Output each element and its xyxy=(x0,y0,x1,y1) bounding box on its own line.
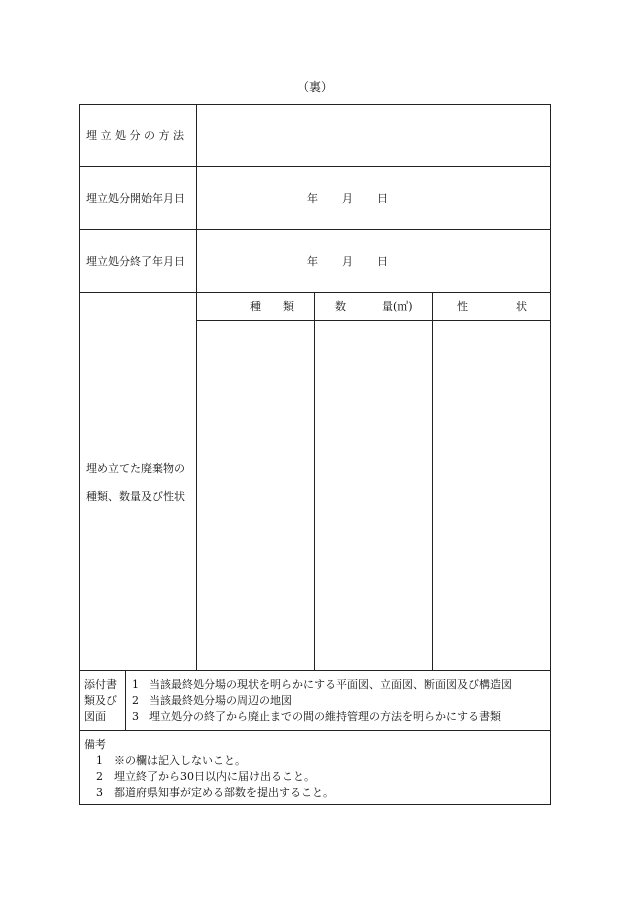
attachment-item-number: 2 xyxy=(132,694,139,707)
attachment-item-text: 当該最終処分場の現状を明らかにする平面図、立面図、断面図及び構造図 xyxy=(149,678,512,691)
remark-item-text: ※の欄は記入しないこと。 xyxy=(114,754,246,767)
method-field[interactable] xyxy=(197,105,550,166)
end-month-unit: 月 xyxy=(342,255,353,268)
waste-property-field[interactable] xyxy=(433,321,550,670)
col-header-prop-b: 状 xyxy=(516,300,527,313)
remark-item-number: 1 xyxy=(96,754,103,767)
attachments-label-line1: 添付書 xyxy=(84,678,117,691)
col-header-kind-a: 種 xyxy=(250,300,261,313)
remark-item-text: 都道府県知事が定める部数を提出すること。 xyxy=(114,786,334,799)
end-year-unit: 年 xyxy=(307,255,318,268)
start-day-unit: 日 xyxy=(377,192,388,205)
col-header-qty-a: 数 xyxy=(335,300,346,313)
waste-quantity-field[interactable] xyxy=(315,321,432,670)
start-year-unit: 年 xyxy=(307,192,318,205)
attachment-item-text: 当該最終処分場の周辺の地図 xyxy=(149,694,292,707)
attachments-label-line3: 図面 xyxy=(84,710,106,723)
start-date-field[interactable] xyxy=(197,167,550,229)
start-month-unit: 月 xyxy=(342,192,353,205)
remark-item-number: 2 xyxy=(96,770,103,783)
end-day-unit: 日 xyxy=(377,255,388,268)
end-date-label: 埋立処分終了年月日 xyxy=(86,255,185,268)
col-header-qty-b: 量(㎥) xyxy=(382,300,413,313)
attachment-item-text: 埋立処分の終了から廃止までの間の維持管理の方法を明らかにする書類 xyxy=(149,710,501,723)
waste-kind-field[interactable] xyxy=(197,321,314,670)
remark-item-number: 3 xyxy=(96,786,103,799)
waste-label-line1: 埋め立てた廃棄物の xyxy=(86,462,185,475)
attachment-item-number: 1 xyxy=(132,678,139,691)
attachment-item-number: 3 xyxy=(132,710,139,723)
waste-label-line2: 種類、数量及び性状 xyxy=(86,490,185,503)
col-header-kind-b: 類 xyxy=(283,300,294,313)
end-date-field[interactable] xyxy=(197,230,550,292)
method-label: 埋 立 処 分 の 方 法 xyxy=(86,129,184,142)
attachments-label-line2: 類及び xyxy=(84,694,117,707)
start-date-label: 埋立処分開始年月日 xyxy=(86,192,185,205)
page-side-label: （裏） xyxy=(296,80,333,94)
col-header-prop-a: 性 xyxy=(457,300,468,313)
remark-item-text: 埋立終了から30日以内に届け出ること。 xyxy=(114,770,315,783)
remarks-title: 備考 xyxy=(84,738,106,751)
